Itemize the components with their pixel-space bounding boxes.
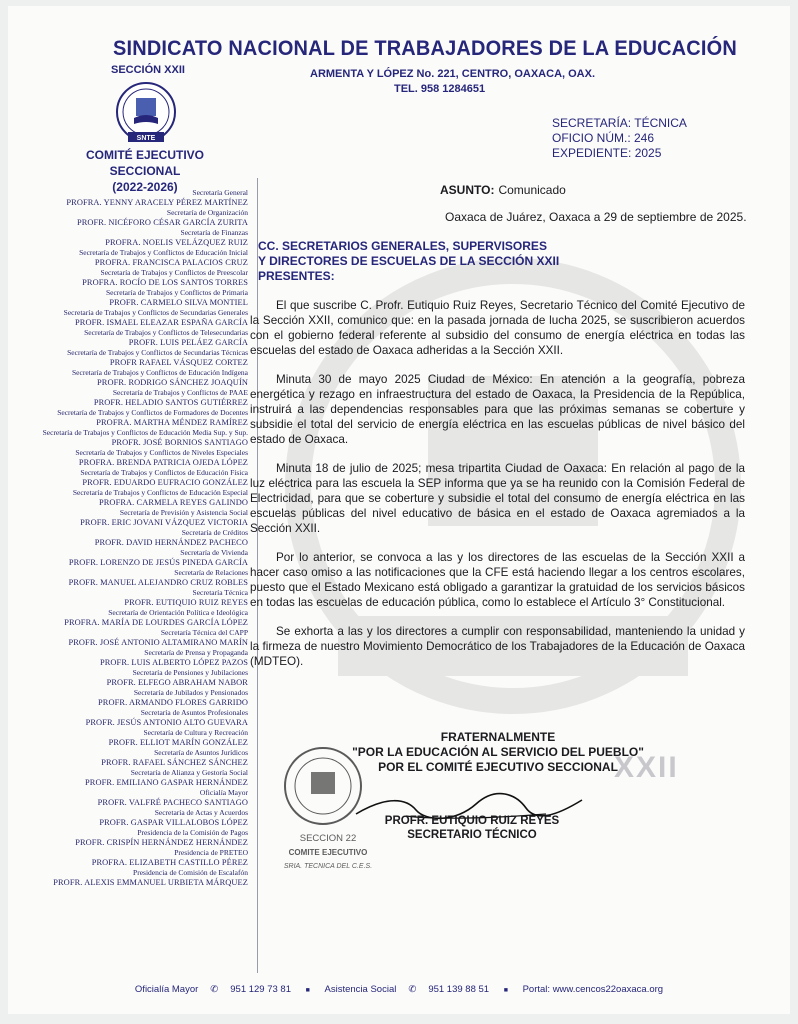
roster-name: PROFR. JOSÉ ANTONIO ALTAMIRANO MARÍN [68, 637, 248, 647]
roster-name: PROFR. ALEXIS EMMANUEL URBIETA MÁRQUEZ [53, 877, 248, 887]
roster-entry [18, 708, 248, 728]
roster-name: PROFR. VALFRÉ PACHECO SANTIAGO [97, 797, 248, 807]
roster-entry [18, 408, 248, 428]
signer-name: PROFR. EUTIQUIO RUIZ REYES [384, 815, 560, 827]
roster-entry [18, 228, 248, 248]
roster-name: PROFR. JESÚS ANTONIO ALTO GUEVARA [85, 717, 248, 727]
roster-role: Secretaría de Trabajos y Conflictos de Educación Física [80, 468, 248, 477]
roster-entry [18, 528, 248, 548]
roster-name: PROFRA. ROCÍO DE LOS SANTOS TORRES [82, 277, 248, 287]
seal-line-2: COMITE EJECUTIVO [288, 848, 368, 857]
roster-entry [18, 428, 248, 448]
roster-entry [18, 448, 248, 468]
roster-name: PROFR. CRISPÍN HERNÁNDEZ HERNÁNDEZ [75, 837, 248, 847]
roster-name: PROFR. ERIC JOVANI VÁZQUEZ VICTORIA [80, 517, 248, 527]
roster-role: Secretaría de Finanzas [180, 228, 248, 237]
roster-entry [18, 648, 248, 668]
roster-role: Secretaría de Vivienda [180, 548, 248, 557]
roster-role: Secretaría de Previsión y Asistencia Social [119, 508, 248, 517]
roster-entry [18, 848, 248, 868]
union-phone: TEL. 958 1284651 [394, 83, 486, 95]
roster-name: PROFRA. NOELIS VELÁZQUEZ RUIZ [105, 237, 248, 247]
footer [8, 984, 790, 995]
roster-entry [18, 548, 248, 568]
roster-entry [18, 288, 248, 308]
roster-entry [18, 368, 248, 388]
paragraph: Se exhorta a las y los directores a cumplir con responsabilidad, manteniendo la unidad y la firmeza de nuestro Movimiento Democrático de los Trabajadores de la Educación de Oaxaca (MDTEO). [250, 625, 745, 668]
roster-name: PROFR. LORENZO DE JESÚS PINEDA GARCÍA [68, 557, 248, 567]
roster-name: PROFR RAFAEL VÁSQUEZ CORTEZ [109, 357, 248, 367]
roster-entry [18, 788, 248, 808]
roster-name: PROFR. NICÉFORO CÉSAR GARCÍA ZURITA [76, 217, 248, 227]
roster-name: PROFR. CARMELO SILVA MONTIEL [109, 297, 248, 307]
roster-entry [18, 608, 248, 628]
roster-role: Secretaría de Trabajos y Conflictos de Educación Indígena [72, 368, 248, 377]
roster-entry [18, 768, 248, 788]
roster-name: PROFRA. MARTHA MÉNDEZ RAMÍREZ [96, 417, 248, 427]
roster-role: Secretaría de Actas y Acuerdos [154, 808, 248, 817]
roster-name: PROFRA. CARMELA REYES GALINDO [98, 497, 248, 507]
roster-role: Secretaría de Trabajos y Conflictos de Telesecundarias [84, 328, 248, 337]
roster-entry [18, 808, 248, 828]
roster-role: Presidencia de PRETEO [174, 848, 248, 857]
roster-name: PROFR. RAFAEL SÁNCHEZ SÁNCHEZ [101, 757, 248, 767]
closing-line-1: FRATERNALMENTE [440, 730, 556, 744]
roster-role: Presidencia de la Comisión de Pagos [137, 828, 248, 837]
roster-entry [18, 348, 248, 368]
paragraph: El que suscribe C. Profr. Eutiquio Ruiz Reyes, Secretario Técnico del Comité Ejecutivo de la Sección XXII, comunico que: en la pasada jornada de lucha 2025, se suscribieron acuerdos con el gobierno federal referente al subsidio del consumo de energía eléctrica en todas las escuelas del estado de Oaxaca adheridas a la Sección XXII. [250, 299, 745, 357]
footer-oficialia: Oficialía Mayor [134, 984, 199, 995]
roster-name: PROFR. EDUARDO EUFRACIO GONZÁLEZ [82, 477, 248, 487]
signer-title: SECRETARIO TÉCNICO [407, 829, 537, 841]
roster-role: Secretaría de Trabajos y Conflictos de Primaria [105, 288, 248, 297]
footer-asistencia: Asistencia Social [324, 984, 397, 995]
ref-secretaria: SECRETARÍA: TÉCNICA [552, 116, 687, 130]
phone-icon: ✆ [210, 984, 219, 995]
roster-name: PROFRA. YENNY ARACELY PÉREZ MARTÍNEZ [66, 197, 248, 207]
snte-logo [114, 82, 178, 148]
roster-role: Secretaría de Orientación Política e Ideológica [108, 608, 248, 617]
roster-role: Secretaría de Jubilados y Pensionados [133, 688, 248, 697]
roster-name: PROFR. EUTIQUIO RUIZ REYES [124, 597, 248, 607]
roster-role: Secretaría Técnica [192, 588, 248, 597]
roster-entry [18, 208, 248, 228]
roster-entry [18, 468, 248, 488]
closing-motto: "POR LA EDUCACIÓN AL SERVICIO DEL PUEBLO" [352, 745, 644, 759]
ref-oficio: OFICIO NÚM.: 246 [552, 131, 655, 145]
roster-name: PROFR. ISMAEL ELEAZAR ESPAÑA GARCÍA [75, 317, 248, 327]
paragraph: Minuta 30 de mayo 2025 Ciudad de México: En atención a la geografía, pobreza energética y rezago en infraestructura del estado de Oaxaca, la Presidencia de la República, instruirá a las dependencias responsables para que las próximas semanas se coberture y subsidie el total del servicio de energía eléctrica en las escuelas públicas de nivel básico del estado de Oaxaca. [250, 373, 745, 446]
letter-page [8, 6, 790, 1014]
footer-asistencia-phone: 951 139 88 51 [428, 984, 490, 995]
paragraph: Minuta 18 de julio de 2025; mesa tripartita Ciudad de Oaxaca: En relación al pago de la luz eléctrica para las escuela la SEP informa que ya se ha reunido con la Comisión Federal de Electricidad, para que se coberture y subsidie el total del consumo de energía eléctrica en las escuelas públicas del nivel educativo de básica en el estado de Oaxaca agremiados a la Sección XXII. [250, 462, 745, 535]
roster-entry [18, 388, 248, 408]
roster-role: Secretaría de Trabajos y Conflictos de Secundarias Generales [63, 308, 248, 317]
roster-name: PROFR. EMILIANO GASPAR HERNÁNDEZ [85, 777, 248, 787]
roster-name: PROFR. DAVID HERNÁNDEZ PACHECO [94, 537, 248, 547]
subject-value: Comunicado [498, 183, 566, 197]
roster-role: Secretaría de Relaciones [174, 568, 248, 577]
addressee-line-2: Y DIRECTORES DE ESCUELAS DE LA SECCIÓN XXII [258, 254, 560, 268]
committee-period: (2022-2026) [112, 180, 178, 194]
roster-entry [18, 668, 248, 688]
footer-portal[interactable]: Portal: www.cencos22oaxaca.org [522, 984, 664, 995]
union-address: ARMENTA Y LÓPEZ No. 221, CENTRO, OAXACA, OAX. [310, 68, 596, 80]
roster-role: Secretaría de Trabajos y Conflictos de Niveles Especiales [75, 448, 248, 457]
roster-entry [18, 588, 248, 608]
roster-role: Secretaría de Organización [166, 208, 248, 217]
letter-body [250, 239, 745, 683]
roster-entry [18, 508, 248, 528]
roster-name: PROFRA. MARÍA DE LOURDES GARCÍA LÓPEZ [64, 617, 248, 627]
section-label: SECCIÓN XXII [111, 64, 185, 76]
roster-role: Secretaría de Cultura y Recreación [143, 728, 248, 737]
roster-name: PROFR. ELFEGO ABRAHAM NABOR [106, 677, 248, 687]
roster-name: PROFR. RODRIGO SÁNCHEZ JOAQUÍN [97, 377, 248, 387]
signer-block [384, 814, 560, 842]
square-bullet-icon: ■ [305, 987, 310, 994]
paragraph: Por lo anterior, se convoca a las y los directores de las escuelas de la Sección XXII a hacer caso omiso a las notificaciones que la CFE está haciendo llegar a los centros escolares, puesto que el Estado Mexicano está obligado a garantizar la gratuidad de los servicios básicos en todas las escuelas de educación pública, como lo establece el Artículo 3° Constitucional. [250, 551, 745, 609]
roster-role: Oficialía Mayor [199, 788, 248, 797]
roster-role: Secretaría de Trabajos y Conflictos de PAAE [112, 388, 248, 397]
roster-entry [18, 328, 248, 348]
roster-entry [18, 748, 248, 768]
roster-role: Secretaría Técnica del CAPP [160, 628, 248, 637]
roster-entry [18, 248, 248, 268]
roster-entry [18, 688, 248, 708]
union-name: SINDICATO NACIONAL DE TRABAJADORES DE LA EDUCACIÓN [113, 37, 737, 60]
roster-role: Secretaría General [192, 188, 248, 197]
roster-name: PROFR. MANUEL ALEJANDRO CRUZ ROBLES [68, 577, 248, 587]
committee-roster [18, 188, 248, 888]
closing-line-3: POR EL COMITÉ EJECUTIVO SECCIONAL [378, 760, 618, 774]
roster-role: Secretaría de Asuntos Jurídicos [154, 748, 248, 757]
roster-role: Secretaría de Trabajos y Conflictos de Secundarias Técnicas [67, 348, 248, 357]
roster-name: PROFR. HELADIO SANTOS GUTIÉRREZ [93, 397, 248, 407]
square-bullet-icon: ■ [503, 987, 508, 994]
logo-text: SNTE [136, 135, 156, 142]
roster-entry [18, 628, 248, 648]
roster-name: PROFR. LUIS ALBERTO LÓPEZ PAZOS [99, 657, 248, 667]
roster-name: PROFRA. BRENDA PATRICIA OJEDA LÓPEZ [78, 457, 248, 467]
roster-role: Secretaría de Trabajos y Conflictos de Educación Inicial [79, 248, 248, 257]
committee-name: COMITÉ EJECUTIVO SECCIONAL [85, 148, 204, 178]
roster-role: Secretaría de Trabajos y Conflictos de Formadores de Docentes [57, 408, 248, 417]
roster-role: Secretaría de Prensa y Propaganda [144, 648, 248, 657]
reference-block [552, 116, 687, 161]
subject-line [440, 183, 566, 197]
roster-name: PROFR. ARMANDO FLORES GARRIDO [98, 697, 248, 707]
addressee-block [258, 239, 745, 284]
roster-name: PROFR. GASPAR VILLALOBOS LÓPEZ [99, 817, 248, 827]
subject-label: ASUNTO: [440, 183, 495, 197]
phone-icon: ✆ [408, 984, 417, 995]
roster-entry [18, 268, 248, 288]
footer-oficialia-phone: 951 129 73 81 [230, 984, 292, 995]
roster-name: PROFR. JOSÉ BORNIOS SANTIAGO [111, 437, 248, 447]
addressee-line-3: PRESENTES: [258, 269, 335, 283]
place-date: Oaxaca de Juárez, Oaxaca a 29 de septiembre de 2025. [445, 210, 747, 224]
roster-entry [18, 828, 248, 848]
roster-name: PROFR. ELLIOT MARÍN GONZÁLEZ [108, 737, 248, 747]
roster-entry [18, 728, 248, 748]
roster-role: Secretaría de Créditos [181, 528, 248, 537]
roster-name: PROFRA. FRANCISCA PALACIOS CRUZ [94, 257, 248, 267]
addressee-line-1: CC. SECRETARIOS GENERALES, SUPERVISORES [258, 239, 547, 253]
roster-entry [18, 188, 248, 208]
seal-line-1: SECCION 22 [299, 833, 357, 844]
ref-expediente: EXPEDIENTE: 2025 [552, 146, 662, 160]
seal-line-3: SRIA. TECNICA DEL C.E.S. [283, 863, 373, 870]
roster-entry [18, 488, 248, 508]
roster-role: Secretaría de Pensiones y Jubilaciones [132, 668, 248, 677]
roster-name: PROFR. LUIS PELÁEZ GARCÍA [128, 337, 248, 347]
roster-role: Secretaría de Asuntos Profesionales [140, 708, 248, 717]
roster-role: Presidencia de Comisión de Escalafón [133, 868, 248, 877]
roster-role: Secretaría de Alianza y Gestoría Social [130, 768, 248, 777]
roster-role: Secretaría de Trabajos y Conflictos de Preescolar [100, 268, 248, 277]
roster-role: Secretaría de Trabajos y Conflictos de Educación Media Sup. y Sup. [42, 428, 248, 437]
roster-name: PROFRA. ELIZABETH CASTILLO PÉREZ [91, 857, 248, 867]
roster-entry [18, 868, 248, 888]
roster-role: Secretaría de Trabajos y Conflictos de Educación Especial [72, 488, 248, 497]
watermark-xxii: XXII [614, 751, 679, 784]
roster-entry [18, 308, 248, 328]
roster-entry [18, 568, 248, 588]
